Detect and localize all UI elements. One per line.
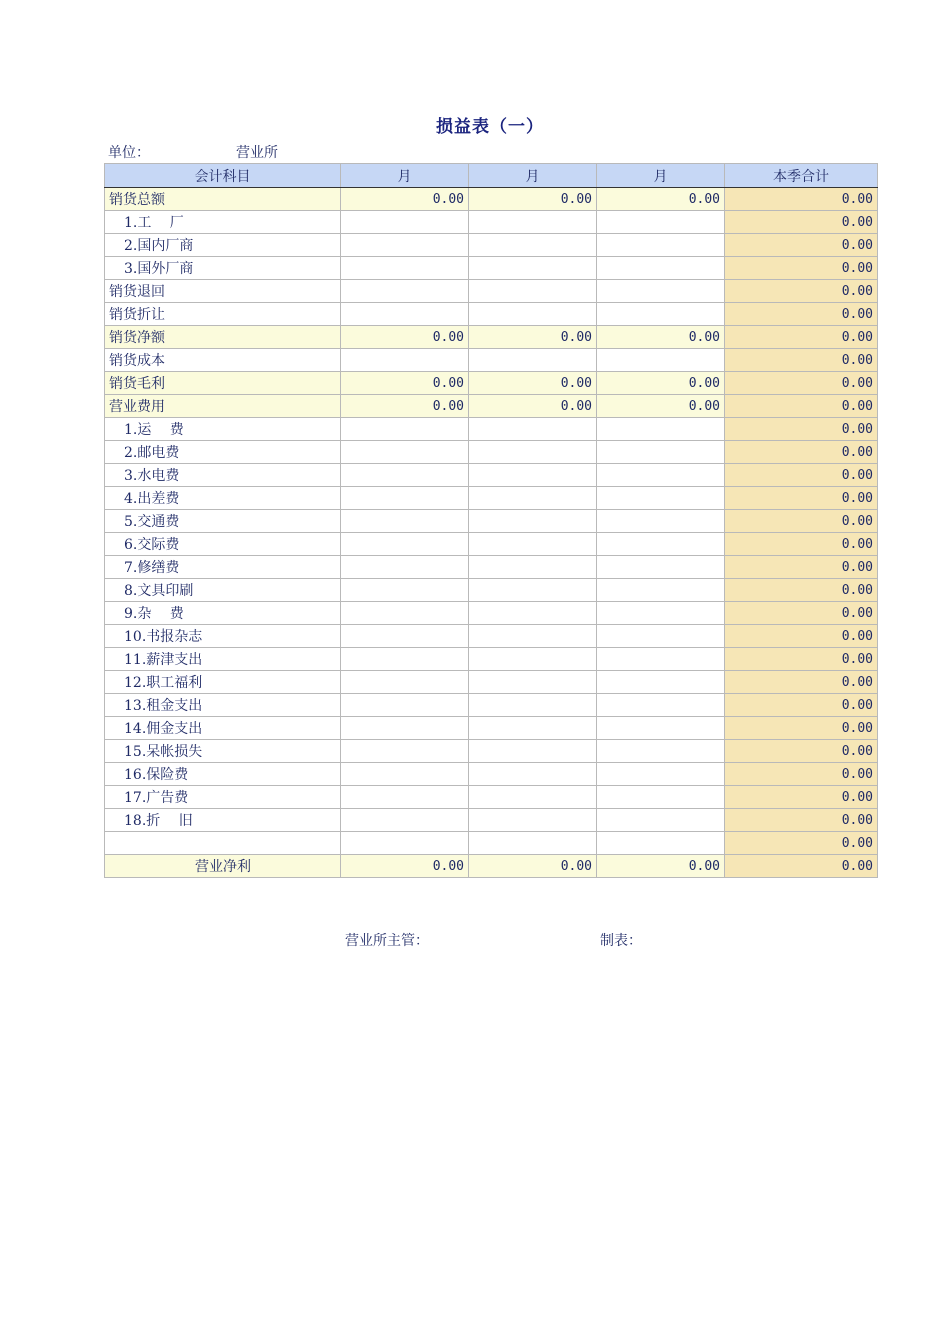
table-row <box>105 671 878 694</box>
month-3-cell <box>597 832 725 855</box>
quarter-total-cell: 0.00 <box>725 855 878 878</box>
month-3-cell <box>597 717 725 740</box>
month-3-cell <box>597 786 725 809</box>
account-cell: 10.书报杂志 <box>105 625 341 648</box>
quarter-total-cell: 0.00 <box>725 372 878 395</box>
month-3-cell <box>597 602 725 625</box>
account-cell: 销货毛利 <box>105 372 341 395</box>
table-row <box>105 303 878 326</box>
month-2-cell <box>469 832 597 855</box>
month-3-cell: 0.00 <box>597 372 725 395</box>
table-row <box>105 211 878 234</box>
month-1-cell <box>341 694 469 717</box>
account-cell: 1.运 费 <box>105 418 341 441</box>
income-statement-table <box>104 163 878 878</box>
table-row <box>105 717 878 740</box>
account-cell: 销货折让 <box>105 303 341 326</box>
header-month-1: 月 <box>341 164 469 188</box>
month-2-cell <box>469 625 597 648</box>
account-cell: 15.呆帐损失 <box>105 740 341 763</box>
month-2-cell <box>469 740 597 763</box>
month-1-cell: 0.00 <box>341 372 469 395</box>
table-row <box>105 487 878 510</box>
table-row <box>105 855 878 878</box>
month-3-cell: 0.00 <box>597 188 725 211</box>
month-3-cell <box>597 740 725 763</box>
month-1-cell <box>341 786 469 809</box>
month-3-cell <box>597 533 725 556</box>
month-2-cell <box>469 648 597 671</box>
table-row <box>105 395 878 418</box>
month-1-cell <box>341 602 469 625</box>
month-3-cell <box>597 234 725 257</box>
month-3-cell <box>597 556 725 579</box>
month-1-cell <box>341 717 469 740</box>
month-2-cell <box>469 349 597 372</box>
table-row <box>105 464 878 487</box>
table-row <box>105 556 878 579</box>
month-2-cell <box>469 533 597 556</box>
month-1-cell <box>341 625 469 648</box>
month-1-cell <box>341 510 469 533</box>
month-1-cell <box>341 487 469 510</box>
table-row <box>105 280 878 303</box>
account-cell: 8.文具印刷 <box>105 579 341 602</box>
month-2-cell <box>469 418 597 441</box>
table-row <box>105 441 878 464</box>
quarter-total-cell: 0.00 <box>725 625 878 648</box>
month-1-cell <box>341 832 469 855</box>
header-account: 会计科目 <box>105 164 341 188</box>
account-cell: 13.租金支出 <box>105 694 341 717</box>
month-2-cell: 0.00 <box>469 855 597 878</box>
month-3-cell: 0.00 <box>597 395 725 418</box>
month-2-cell: 0.00 <box>469 395 597 418</box>
quarter-total-cell: 0.00 <box>725 740 878 763</box>
month-3-cell <box>597 280 725 303</box>
month-2-cell: 0.00 <box>469 188 597 211</box>
header-quarter-total: 本季合计 <box>725 164 878 188</box>
table-row <box>105 510 878 533</box>
account-cell: 5.交通费 <box>105 510 341 533</box>
month-2-cell <box>469 280 597 303</box>
month-3-cell <box>597 303 725 326</box>
quarter-total-cell: 0.00 <box>725 648 878 671</box>
table-row <box>105 257 878 280</box>
account-cell: 销货退回 <box>105 280 341 303</box>
preparer-label: 制表： <box>600 933 642 949</box>
signature-footer <box>0 930 950 950</box>
month-2-cell <box>469 763 597 786</box>
month-2-cell <box>469 441 597 464</box>
month-2-cell <box>469 671 597 694</box>
header-month-2: 月 <box>469 164 597 188</box>
quarter-total-cell: 0.00 <box>725 257 878 280</box>
quarter-total-cell: 0.00 <box>725 763 878 786</box>
quarter-total-cell: 0.00 <box>725 602 878 625</box>
month-2-cell <box>469 786 597 809</box>
month-3-cell <box>597 257 725 280</box>
header-month-3: 月 <box>597 164 725 188</box>
table-row <box>105 533 878 556</box>
month-1-cell <box>341 280 469 303</box>
table-row <box>105 234 878 257</box>
unit-label: 单位： <box>108 145 150 161</box>
month-2-cell <box>469 303 597 326</box>
account-cell: 17.广告费 <box>105 786 341 809</box>
account-cell: 营业费用 <box>105 395 341 418</box>
month-2-cell <box>469 211 597 234</box>
month-1-cell <box>341 464 469 487</box>
account-cell: 3.水电费 <box>105 464 341 487</box>
month-3-cell: 0.00 <box>597 326 725 349</box>
month-2-cell <box>469 809 597 832</box>
month-2-cell <box>469 510 597 533</box>
month-1-cell <box>341 740 469 763</box>
table-row <box>105 740 878 763</box>
month-2-cell <box>469 556 597 579</box>
table-row <box>105 372 878 395</box>
manager-label: 营业所主管： <box>345 933 429 949</box>
quarter-total-cell: 0.00 <box>725 579 878 602</box>
month-2-cell: 0.00 <box>469 372 597 395</box>
month-3-cell <box>597 625 725 648</box>
account-cell: 3.国外厂商 <box>105 257 341 280</box>
quarter-total-cell: 0.00 <box>725 303 878 326</box>
quarter-total-cell: 0.00 <box>725 395 878 418</box>
table-row <box>105 188 878 211</box>
quarter-total-cell: 0.00 <box>725 809 878 832</box>
account-cell: 16.保险费 <box>105 763 341 786</box>
month-2-cell <box>469 257 597 280</box>
month-3-cell <box>597 694 725 717</box>
month-3-cell <box>597 648 725 671</box>
month-2-cell <box>469 579 597 602</box>
quarter-total-cell: 0.00 <box>725 464 878 487</box>
month-3-cell: 0.00 <box>597 855 725 878</box>
account-cell: 1.工 厂 <box>105 211 341 234</box>
quarter-total-cell: 0.00 <box>725 556 878 579</box>
month-2-cell <box>469 234 597 257</box>
table-row <box>105 786 878 809</box>
month-2-cell <box>469 602 597 625</box>
account-cell: 12.职工福利 <box>105 671 341 694</box>
month-3-cell <box>597 809 725 832</box>
month-3-cell <box>597 579 725 602</box>
account-cell: 营业净利 <box>105 855 341 878</box>
quarter-total-cell: 0.00 <box>725 786 878 809</box>
table-row <box>105 349 878 372</box>
month-1-cell <box>341 303 469 326</box>
account-cell: 销货成本 <box>105 349 341 372</box>
table-row <box>105 809 878 832</box>
account-cell: 销货净额 <box>105 326 341 349</box>
quarter-total-cell: 0.00 <box>725 487 878 510</box>
month-1-cell <box>341 441 469 464</box>
account-cell: 11.薪津支出 <box>105 648 341 671</box>
month-1-cell: 0.00 <box>341 855 469 878</box>
account-cell: 销货总额 <box>105 188 341 211</box>
quarter-total-cell: 0.00 <box>725 441 878 464</box>
month-1-cell <box>341 809 469 832</box>
account-cell: 2.邮电费 <box>105 441 341 464</box>
month-1-cell <box>341 349 469 372</box>
month-2-cell <box>469 487 597 510</box>
quarter-total-cell: 0.00 <box>725 717 878 740</box>
month-1-cell <box>341 211 469 234</box>
month-3-cell <box>597 763 725 786</box>
quarter-total-cell: 0.00 <box>725 280 878 303</box>
table-row <box>105 579 878 602</box>
account-cell: 2.国内厂商 <box>105 234 341 257</box>
month-3-cell <box>597 510 725 533</box>
month-2-cell <box>469 464 597 487</box>
month-3-cell <box>597 418 725 441</box>
month-1-cell: 0.00 <box>341 395 469 418</box>
account-cell: 7.修缮费 <box>105 556 341 579</box>
month-1-cell <box>341 579 469 602</box>
month-1-cell <box>341 234 469 257</box>
table-row <box>105 625 878 648</box>
quarter-total-cell: 0.00 <box>725 349 878 372</box>
account-cell: 14.佣金支出 <box>105 717 341 740</box>
month-3-cell <box>597 349 725 372</box>
month-2-cell: 0.00 <box>469 326 597 349</box>
table-header-row <box>105 164 878 188</box>
month-1-cell <box>341 763 469 786</box>
month-3-cell <box>597 487 725 510</box>
month-3-cell <box>597 671 725 694</box>
month-3-cell <box>597 464 725 487</box>
quarter-total-cell: 0.00 <box>725 832 878 855</box>
month-1-cell <box>341 648 469 671</box>
month-1-cell <box>341 533 469 556</box>
quarter-total-cell: 0.00 <box>725 326 878 349</box>
account-cell: 4.出差费 <box>105 487 341 510</box>
month-1-cell: 0.00 <box>341 188 469 211</box>
table-row <box>105 763 878 786</box>
table-row <box>105 832 878 855</box>
quarter-total-cell: 0.00 <box>725 671 878 694</box>
account-cell: 6.交际费 <box>105 533 341 556</box>
account-cell <box>105 832 341 855</box>
report-title: 损益表（一） <box>436 117 544 137</box>
month-2-cell <box>469 694 597 717</box>
quarter-total-cell: 0.00 <box>725 418 878 441</box>
quarter-total-cell: 0.00 <box>725 533 878 556</box>
quarter-total-cell: 0.00 <box>725 211 878 234</box>
quarter-total-cell: 0.00 <box>725 510 878 533</box>
month-1-cell <box>341 671 469 694</box>
quarter-total-cell: 0.00 <box>725 694 878 717</box>
table-row <box>105 648 878 671</box>
month-3-cell <box>597 211 725 234</box>
month-1-cell: 0.00 <box>341 326 469 349</box>
unit-value: 营业所 <box>236 145 278 161</box>
table-row <box>105 602 878 625</box>
month-1-cell <box>341 257 469 280</box>
account-cell: 18.折 旧 <box>105 809 341 832</box>
month-3-cell <box>597 441 725 464</box>
quarter-total-cell: 0.00 <box>725 188 878 211</box>
table-row <box>105 418 878 441</box>
month-2-cell <box>469 717 597 740</box>
table-row <box>105 326 878 349</box>
table-row <box>105 694 878 717</box>
quarter-total-cell: 0.00 <box>725 234 878 257</box>
month-1-cell <box>341 418 469 441</box>
account-cell: 9.杂 费 <box>105 602 341 625</box>
month-1-cell <box>341 556 469 579</box>
